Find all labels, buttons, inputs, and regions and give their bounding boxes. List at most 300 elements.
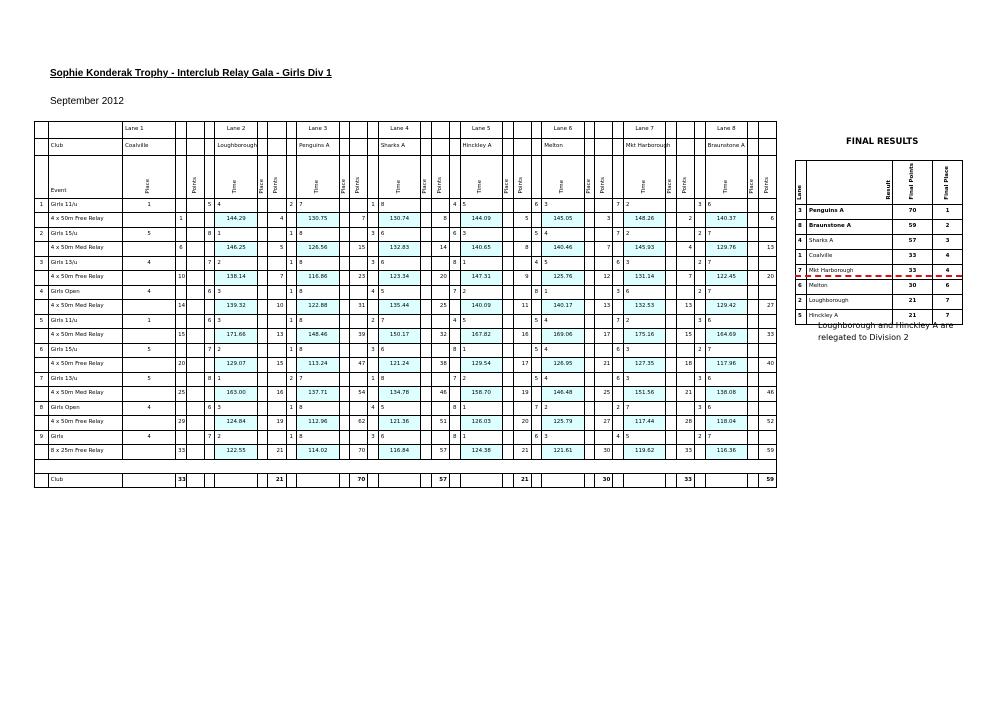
time-header [705, 156, 747, 199]
lane-place: 8 [204, 373, 215, 387]
total-points: 21 [268, 474, 286, 488]
lane-time: 119.62 [623, 445, 665, 460]
final-points: 33 [893, 265, 933, 280]
points-header [513, 156, 531, 199]
blank-cell [186, 358, 204, 373]
blank-cell [268, 199, 286, 213]
event-name: Girls 15/u [48, 344, 122, 358]
blank-cell [186, 228, 204, 242]
blank-cell [176, 228, 187, 242]
event-number: 5 [35, 315, 49, 329]
blank-cell [176, 122, 187, 139]
blank-cell [666, 300, 677, 315]
blank-cell [176, 199, 187, 213]
blank-cell [584, 402, 595, 416]
lane-place: 3 [368, 228, 379, 242]
lane-time: 131.14 [623, 271, 665, 286]
points-header [676, 156, 694, 199]
blank-cell [695, 329, 706, 344]
blank-cell [35, 300, 49, 315]
final-points: 30 [893, 280, 933, 295]
lane-time: 114.02 [297, 445, 339, 460]
lane-points: 20 [513, 416, 531, 431]
club-name: Braunstone A [705, 139, 747, 156]
blank-cell [186, 139, 204, 156]
lane-place-rank: 1 [460, 344, 502, 358]
place-header [748, 156, 759, 199]
lane-place-rank: 6 [705, 199, 747, 213]
blank-cell [204, 213, 215, 228]
blank-cell [286, 300, 297, 315]
lane-time: 167.82 [460, 329, 502, 344]
blank-cell [531, 139, 542, 156]
lane-points: 10 [268, 300, 286, 315]
blank-cell [502, 199, 513, 213]
blank-cell [35, 460, 777, 474]
lane-points: 8 [431, 213, 449, 228]
table-row [35, 416, 777, 431]
blank-cell [186, 242, 204, 257]
table-row [35, 402, 777, 416]
lane-time: 129.42 [705, 300, 747, 315]
lane-time: 127.35 [623, 358, 665, 373]
lane-time: 129.07 [215, 358, 257, 373]
blank-cell [350, 228, 368, 242]
time-header-text: Time [722, 180, 729, 194]
lane-time: 146.25 [215, 242, 257, 257]
blank-cell [268, 431, 286, 445]
final-points: 21 [893, 295, 933, 310]
blank-cell [449, 416, 460, 431]
lane-place: 5 [531, 315, 542, 329]
blank-cell [502, 344, 513, 358]
lane-points: 16 [513, 329, 531, 344]
blank-cell [176, 402, 187, 416]
blank-cell [748, 416, 759, 431]
blank-cell [421, 122, 432, 139]
blank-cell [176, 315, 187, 329]
blank-cell [666, 431, 677, 445]
final-place: 2 [933, 220, 963, 235]
blank-cell [513, 122, 531, 139]
lane-place: 1 [286, 257, 297, 271]
lane-points: 15 [676, 329, 694, 344]
table-row [35, 271, 777, 286]
lane-points: 40 [758, 358, 776, 373]
lane-place: 1 [286, 286, 297, 300]
lane-place-rank: 5 [123, 373, 176, 387]
blank-cell [748, 402, 759, 416]
blank-cell [449, 358, 460, 373]
relay-name: 4 x 50m Med Relay [48, 387, 122, 402]
blank-cell [431, 286, 449, 300]
blank-cell [350, 402, 368, 416]
blank-cell [35, 474, 49, 488]
lane-points: 2 [676, 213, 694, 228]
blank-cell [286, 445, 297, 460]
lane-place: 2 [286, 373, 297, 387]
lane-points: 51 [431, 416, 449, 431]
blank-cell [695, 445, 706, 460]
blank-cell [676, 139, 694, 156]
lane-place: 6 [449, 228, 460, 242]
blank-cell [339, 373, 350, 387]
lane-place: 5 [531, 228, 542, 242]
blank-cell [257, 300, 268, 315]
lane-time: 140.09 [460, 300, 502, 315]
blank-cell [431, 402, 449, 416]
blank-cell [339, 213, 350, 228]
lane-place: 1 [286, 402, 297, 416]
blank-cell [748, 271, 759, 286]
lane-time: 116.84 [378, 445, 420, 460]
lane-place: 7 [449, 286, 460, 300]
lane-place-rank: 7 [297, 199, 339, 213]
blank-cell [186, 416, 204, 431]
lane-place-rank: 8 [297, 402, 339, 416]
blank-cell [595, 257, 613, 271]
lane-time: 163.00 [215, 387, 257, 402]
lane-time: 132.83 [378, 242, 420, 257]
lane-time: 124.84 [215, 416, 257, 431]
lane-place-rank: 3 [542, 199, 584, 213]
lane-place-rank: 7 [623, 402, 665, 416]
lane-place: 6 [613, 344, 624, 358]
club-name: Mkt Harborough [623, 139, 665, 156]
blank-cell [268, 402, 286, 416]
lane-place: 6 [204, 402, 215, 416]
lane-place: 2 [695, 257, 706, 271]
blank-cell [257, 445, 268, 460]
blank-cell [758, 402, 776, 416]
blank-cell [176, 431, 187, 445]
final-club: Melton [807, 280, 893, 295]
lane-points: 46 [758, 387, 776, 402]
final-club: Sharks A [807, 235, 893, 250]
lane-time: 112.96 [297, 416, 339, 431]
lane-header: Lane 1 [123, 122, 176, 139]
lane-place-rank: 2 [460, 373, 502, 387]
blank-cell [257, 242, 268, 257]
final-points-header [893, 161, 933, 205]
blank-cell [449, 474, 460, 488]
blank-cell [123, 213, 176, 228]
blank-cell [421, 373, 432, 387]
blank-cell [502, 474, 513, 488]
blank-cell [176, 373, 187, 387]
points-header [268, 156, 286, 199]
blank-cell [666, 344, 677, 358]
place-header [339, 156, 350, 199]
lane-place: 2 [695, 286, 706, 300]
blank-cell [502, 329, 513, 344]
blank-cell [613, 445, 624, 460]
blank-cell [257, 315, 268, 329]
lane-place: 8 [449, 402, 460, 416]
blank-cell [378, 474, 420, 488]
blank-cell [421, 257, 432, 271]
blank-cell [449, 271, 460, 286]
blank-cell [339, 431, 350, 445]
blank-cell [431, 373, 449, 387]
lane-points: 3 [595, 213, 613, 228]
blank-cell [339, 286, 350, 300]
lane-place-rank: 7 [297, 373, 339, 387]
final-lane: 4 [796, 235, 807, 250]
blank-cell [449, 387, 460, 402]
points-header [431, 156, 449, 199]
lane-points: 20 [758, 271, 776, 286]
blank-cell [748, 358, 759, 373]
lane-time: 123.34 [378, 271, 420, 286]
blank-cell [502, 431, 513, 445]
lane-place-rank: 1 [215, 373, 257, 387]
lane-points: 47 [350, 358, 368, 373]
event-name: Girls [48, 431, 122, 445]
blank-cell [350, 257, 368, 271]
blank-cell [595, 431, 613, 445]
event-name: Girls 13/u [48, 257, 122, 271]
blank-cell [513, 373, 531, 387]
lane-time: 125.76 [542, 271, 584, 286]
lane-place: 1 [368, 199, 379, 213]
lane-points: 17 [513, 358, 531, 373]
lane-place-rank: 3 [623, 373, 665, 387]
time-header [542, 156, 584, 199]
blank-cell [584, 387, 595, 402]
lane-time: 144.09 [460, 213, 502, 228]
blank-cell [257, 199, 268, 213]
lane-place-rank: 6 [705, 402, 747, 416]
lane-points: 18 [676, 358, 694, 373]
lane-place: 8 [531, 286, 542, 300]
blank-cell [368, 242, 379, 257]
lane-place-rank: 8 [297, 286, 339, 300]
blank-cell [613, 139, 624, 156]
event-number: 2 [35, 228, 49, 242]
blank-cell [676, 344, 694, 358]
lane-place: 7 [531, 402, 542, 416]
lane-time: 121.24 [378, 358, 420, 373]
lane-points: 4 [268, 213, 286, 228]
lane-place-rank: 5 [378, 286, 420, 300]
final-club: Hinckley A [807, 310, 893, 325]
blank-cell [758, 431, 776, 445]
lane-place: 6 [613, 257, 624, 271]
lane-time: 140.65 [460, 242, 502, 257]
lane-points: 57 [431, 445, 449, 460]
blank-cell [584, 271, 595, 286]
blank-cell [257, 271, 268, 286]
blank-cell [502, 416, 513, 431]
blank-cell [368, 156, 379, 199]
blank-cell [502, 315, 513, 329]
blank-cell [613, 387, 624, 402]
lane-place: 7 [204, 431, 215, 445]
lane-place-rank: 7 [705, 431, 747, 445]
event-number: 4 [35, 286, 49, 300]
event-name: Girls 11/u [48, 315, 122, 329]
lane-place-rank: 5 [460, 315, 502, 329]
lane-place-rank: 7 [705, 257, 747, 271]
blank-cell [676, 199, 694, 213]
table-row [35, 329, 777, 344]
place-header [666, 156, 677, 199]
place-header-text: Place [585, 178, 592, 194]
blank-cell [123, 358, 176, 373]
blank-cell [339, 300, 350, 315]
place-header [421, 156, 432, 199]
table-row [35, 387, 777, 402]
lane-place-rank: 3 [460, 228, 502, 242]
lane-place: 7 [613, 315, 624, 329]
blank-cell [123, 445, 176, 460]
blank-cell [584, 139, 595, 156]
blank-cell [695, 387, 706, 402]
final-place-header [933, 161, 963, 205]
lane-time: 117.96 [705, 358, 747, 373]
lane-time: 122.45 [705, 271, 747, 286]
blank-cell [748, 315, 759, 329]
place-header-text: Place [145, 178, 152, 194]
blank-cell [748, 199, 759, 213]
blank-cell [695, 156, 706, 199]
blank-cell [584, 242, 595, 257]
final-place: 3 [933, 235, 963, 250]
blank-cell [186, 271, 204, 286]
place-header [584, 156, 595, 199]
lane-place: 6 [204, 315, 215, 329]
blank-cell [748, 257, 759, 271]
blank-cell [431, 199, 449, 213]
blank-cell [176, 139, 187, 156]
lane-points: 5 [268, 242, 286, 257]
points-header-text: Points [436, 176, 443, 194]
lane-place-rank: 1 [215, 228, 257, 242]
blank-cell [297, 474, 339, 488]
blank-cell [350, 431, 368, 445]
blank-cell [215, 474, 257, 488]
lane-place: 7 [204, 257, 215, 271]
blank-cell [695, 474, 706, 488]
blank-cell [35, 242, 49, 257]
table-row [35, 199, 777, 213]
lane-header: Lane 3 [297, 122, 339, 139]
time-header-text: Time [232, 180, 239, 194]
table-row [35, 257, 777, 271]
blank-cell [595, 122, 613, 139]
lane-place-rank: 7 [705, 344, 747, 358]
blank-cell [421, 445, 432, 460]
blank-cell [748, 286, 759, 300]
blank-cell [676, 257, 694, 271]
lane-place-rank: 6 [378, 228, 420, 242]
lane-place-rank: 6 [378, 344, 420, 358]
lane-place: 1 [286, 315, 297, 329]
lane-place: 2 [286, 199, 297, 213]
lane-header: Lane 2 [215, 122, 257, 139]
blank-cell [676, 122, 694, 139]
blank-cell [257, 257, 268, 271]
blank-cell [584, 228, 595, 242]
final-club: Mkt Harborough [807, 265, 893, 280]
lane-points: 27 [758, 300, 776, 315]
blank-cell [421, 344, 432, 358]
blank-cell [502, 122, 513, 139]
lane-points: 54 [350, 387, 368, 402]
page-title: Sophie Konderak Trophy - Interclub Relay Gala - Girls Div 1 [50, 68, 332, 79]
blank-cell [257, 373, 268, 387]
totals-row [35, 474, 777, 488]
lane-header: Lane 5 [460, 122, 502, 139]
lane-time: 158.70 [460, 387, 502, 402]
blank-cell [204, 329, 215, 344]
blank-cell [531, 416, 542, 431]
total-points: 30 [595, 474, 613, 488]
lane-place: 2 [695, 431, 706, 445]
blank-cell [666, 257, 677, 271]
lane-place: 2 [613, 402, 624, 416]
final-results-table [795, 160, 963, 325]
blank-cell [666, 373, 677, 387]
lane-place: 4 [449, 199, 460, 213]
lane-place: 3 [695, 199, 706, 213]
lane-place-rank: 1 [460, 402, 502, 416]
relay-name: 4 x 50m Free Relay [48, 271, 122, 286]
lane-time: 126.56 [297, 242, 339, 257]
blank-cell [368, 122, 379, 139]
lane-place-rank: 8 [378, 199, 420, 213]
lane-points: 21 [676, 387, 694, 402]
blank-cell [257, 329, 268, 344]
lane-points: 62 [350, 416, 368, 431]
blank-cell [350, 315, 368, 329]
lane-time: 169.06 [542, 329, 584, 344]
blank-cell [758, 344, 776, 358]
lane-time: 171.66 [215, 329, 257, 344]
lane-time: 150.17 [378, 329, 420, 344]
blank-cell [613, 242, 624, 257]
table-row [35, 286, 777, 300]
lane-points: 8 [513, 242, 531, 257]
blank-cell [204, 300, 215, 315]
lane-place: 2 [368, 315, 379, 329]
blank-cell [204, 242, 215, 257]
blank-cell [758, 257, 776, 271]
final-lane-header-text: Lane [797, 184, 804, 200]
blank-cell [758, 315, 776, 329]
lane-points: 33 [758, 329, 776, 344]
points-header-text: Points [354, 176, 361, 194]
blank-cell [368, 445, 379, 460]
blank-cell [257, 474, 268, 488]
lane-place-rank: 2 [542, 402, 584, 416]
lane-points: 7 [268, 271, 286, 286]
lane-points: 33 [176, 445, 187, 460]
relay-name: 4 x 50m Med Relay [48, 300, 122, 315]
lane-points: 16 [268, 387, 286, 402]
lane-place-rank: 4 [542, 228, 584, 242]
relay-name: 8 x 25m Free Relay [48, 445, 122, 460]
final-lane: 3 [796, 205, 807, 220]
lane-time: 147.31 [460, 271, 502, 286]
blank-cell [421, 387, 432, 402]
lane-place: 6 [613, 373, 624, 387]
lane-place-rank: 5 [460, 199, 502, 213]
blank-cell [35, 139, 49, 156]
blank-cell [339, 387, 350, 402]
lane-place-rank: 1 [542, 286, 584, 300]
